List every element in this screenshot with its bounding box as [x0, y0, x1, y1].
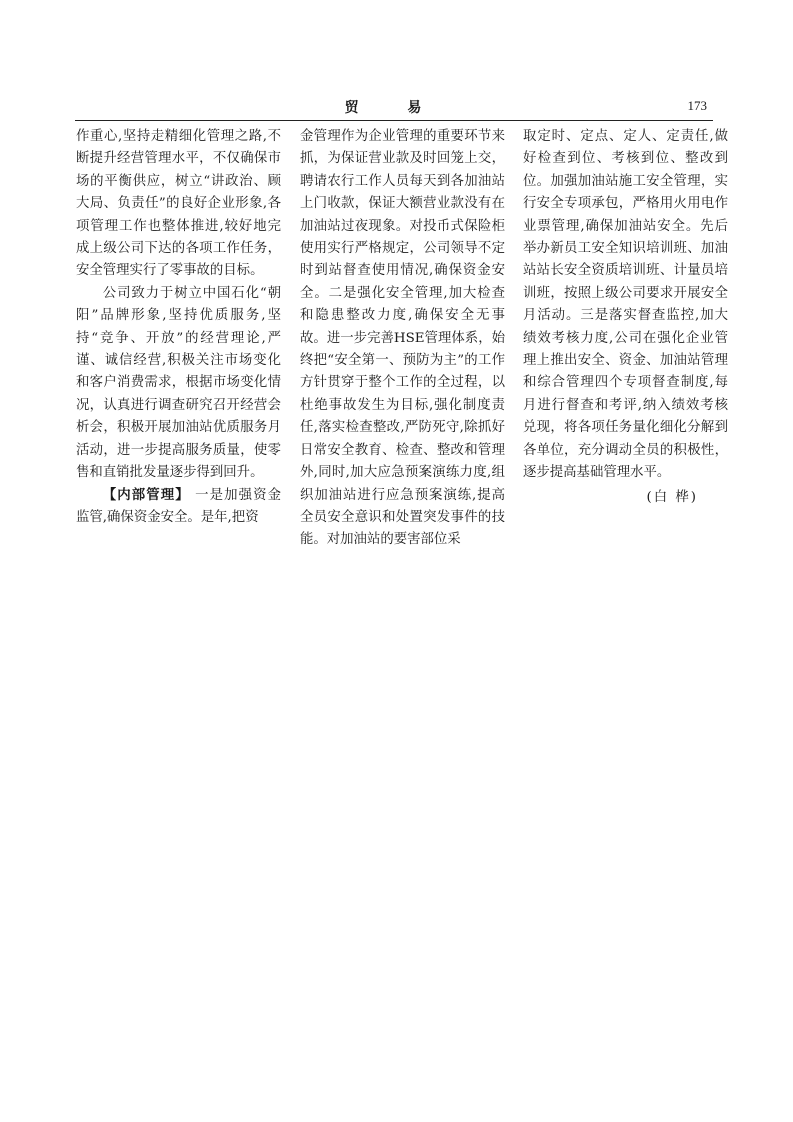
author-signature: (白 桦) — [646, 489, 698, 505]
text-column-3 — [523, 126, 728, 509]
page-header — [75, 94, 713, 121]
text-column-2 — [300, 126, 505, 552]
paragraph: 作重心,坚持走精细化管理之路,不断提升经营管理水平，不仅确保市场的平衡供应，树立“讲政治、顾大局、负责任”的良好企业形象,各项管理工作也整体推进,较好地完成上级公司下达的各项工作任务，安全管理实行了零事故的目标。 — [76, 129, 281, 279]
paragraph — [76, 485, 281, 530]
paragraph-text: 一是加强资金监管,确保资金安全。是年,把资 — [76, 487, 281, 525]
section-tag: 【内部管理】 — [102, 487, 190, 503]
paragraph: 取定时、定点、定人、定责任,做好检查到位、考核到位、整改到位。加强加油站施工安全管理，实行安全专项承包，严格用火用电作业票管理,确保加油站安全。先后举办新员工安全知识培训班、加油站站长安全资质培训班、计量员培训班，按照上级公司要求开展安全月活动。三是落实督查监控,加大绩效考核力度,公司在强化企业管理上推出安全、资金、加油站管理和综合管理四个专项督查制度,每月进行督查和考评,纳入绩效考核兑现，将各项任务量化细化分解到各单位，充分调动全员的积极性，逐步提高基础管理水平。 — [523, 129, 728, 481]
section-title: 贸 易 — [344, 100, 444, 116]
paragraph: 公司致力于树立中国石化“朝阳”品牌形象,坚持优质服务,坚持“竞争、开放”的经营理论,严谨、诚信经营,积极关注市场变化和客户消费需求，根据市场变化情况，认真进行调查研究召开经营会析会，积极开展加油站优质服务月活动，进一步提高服务质量，使零售和直销批发量逐步得到回升。 — [76, 285, 281, 481]
page-number: 173 — [687, 98, 707, 113]
paragraph: 金管理作为企业管理的重要环节来抓，为保证营业款及时回笼上交，聘请农行工作人员每天到各加油站上门收款，保证大额营业款没有在加油站过夜现象。对投币式保险柜使用实行严格规定，公司领导不定时到站督查使用情况,确保资金安全。二是强化安全管理,加大检查和隐患整改力度,确保安全无事故。进一步完善HSE管理体系，始终把“安全第一、预防为主”的工作方针贯穿于整个工作的全过程，以杜绝事故发生为目标,强化制度责任,落实检查整改,严防死守,除抓好日常安全教育、检查、整改和管理外,同时,加大应急预案演练力度,组织加油站进行应急预案演练,提高全员安全意识和处置突发事件的技能。对加油站的要害部位采 — [300, 129, 505, 548]
text-column-1 — [76, 126, 281, 529]
